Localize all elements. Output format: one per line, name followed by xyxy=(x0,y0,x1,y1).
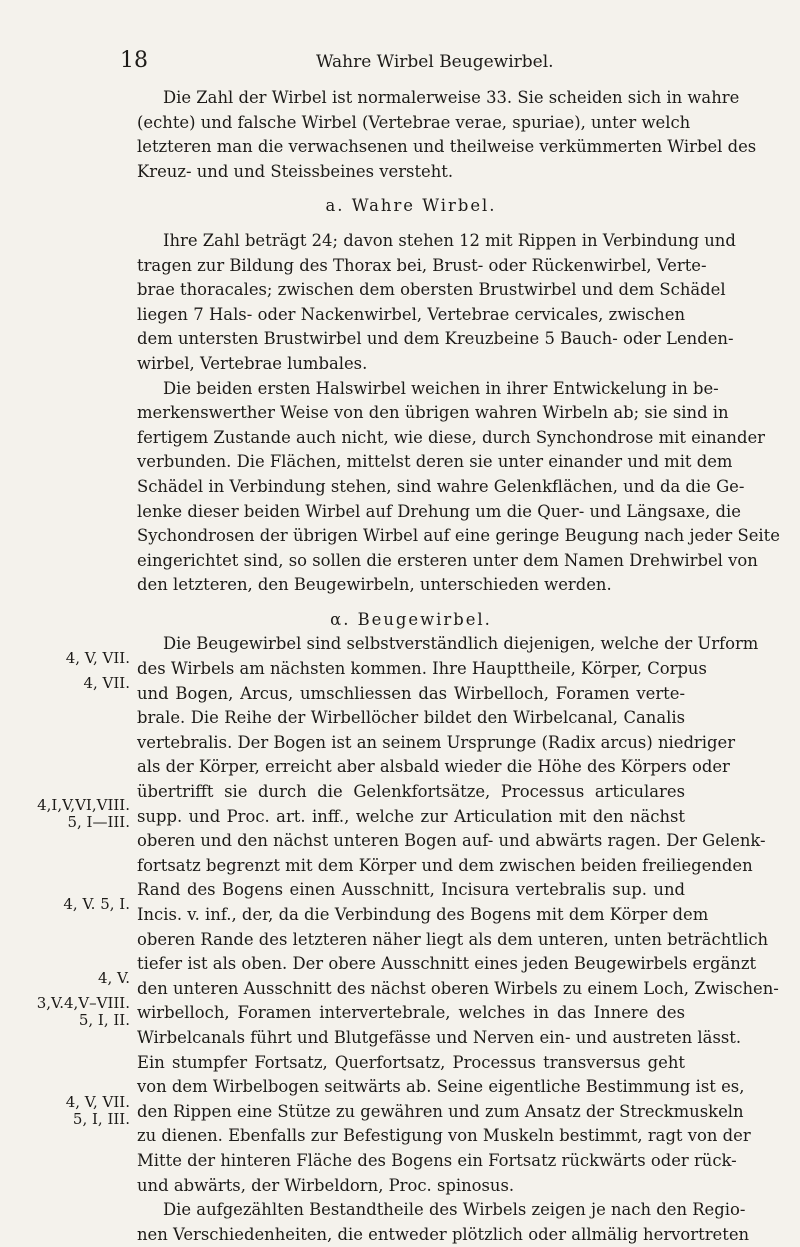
text-line: Ihre Zahl beträgt 24; davon stehen 12 mit Rippen in Verbindung und xyxy=(163,230,736,250)
text-line: übertrifft sie durch die Gelenkfortsätze, Processus articulares xyxy=(137,782,685,802)
text-line: den letzteren, den Beugewirbeln, unterschieden werden. xyxy=(137,575,612,595)
section-heading-wahre-wirbel: a. Wahre Wirbel. xyxy=(325,196,497,216)
text-line: (echte) und falsche Wirbel (Vertebrae verae, spuriae), unter welch xyxy=(137,112,691,132)
text-line: tragen zur Bildung des Thorax bei, Brust- oder Rückenwirbel, Verte- xyxy=(137,255,707,275)
margin-note: 3,V.4,V–VIII. 5, I, II. xyxy=(36,994,130,1029)
running-title: Wahre Wirbel Beugewirbel. xyxy=(316,52,554,72)
margin-note: 4, V. 5, I. xyxy=(63,895,130,913)
page-number: 18 xyxy=(120,48,148,73)
text-line: dem untersten Brustwirbel und dem Kreuzbeine 5 Bauch- oder Lenden- xyxy=(137,329,734,349)
text-line: fortsatz begrenzt mit dem Körper und dem zwischen beiden freiliegenden xyxy=(137,855,753,875)
running-head xyxy=(120,48,680,78)
text-line: Ein stumpfer Fortsatz, Querfortsatz, Processus transversus geht xyxy=(137,1052,685,1072)
text-line: brae thoracales; zwischen dem obersten Brustwirbel und dem Schädel xyxy=(137,280,726,300)
text-line: verbunden. Die Flächen, mittelst deren sie unter einander und mit dem xyxy=(137,452,733,472)
body-text xyxy=(137,86,780,1247)
text-line: des Wirbels am nächsten kommen. Ihre Haupttheile, Körper, Corpus xyxy=(137,659,707,679)
text-line: fertigem Zustande auch nicht, wie diese, durch Synchondrose mit einander xyxy=(137,427,765,447)
text-line: Rand des Bogens einen Ausschnitt, Incisura vertebralis sup. und xyxy=(137,880,685,900)
section-heading-beugewirbel: α. Beugewirbel. xyxy=(330,609,492,629)
text-line: den Rippen eine Stütze zu gewähren und zum Ansatz der Streckmuskeln xyxy=(137,1101,744,1121)
text-line: von dem Wirbelbogen seitwärts ab. Seine eigentliche Bestimmung ist es, xyxy=(137,1077,745,1097)
text-line: lenke dieser beiden Wirbel auf Drehung um die Quer- und Längsaxe, die xyxy=(137,501,741,521)
text-line: Die Zahl der Wirbel ist normalerweise 33. Sie scheiden sich in wahre xyxy=(163,88,740,107)
text-line: brale. Die Reihe der Wirbellöcher bildet den Wirbelcanal, Canalis xyxy=(137,708,685,728)
text-line: Die Beugewirbel sind selbstverständlich diejenigen, welche der Urform xyxy=(163,634,759,654)
text-line: vertebralis. Der Bogen ist an seinem Ursprunge (Radix arcus) niedriger xyxy=(137,732,736,752)
text-line: und Bogen, Arcus, umschliessen das Wirbelloch, Foramen verte- xyxy=(137,683,685,703)
margin-note: 4, V. xyxy=(97,969,130,987)
text-line: merkenswerther Weise von den übrigen wahren Wirbeln ab; sie sind in xyxy=(137,403,729,423)
text-line: Die beiden ersten Halswirbel weichen in ihrer Entwickelung in be- xyxy=(163,378,719,398)
text-line: den unteren Ausschnitt des nächst oberen Wirbels zu einem Loch, Zwischen- xyxy=(137,978,779,998)
margin-note: 4, V, VII. 5, I, III. xyxy=(65,1093,130,1128)
text-line: oberen und den nächst unteren Bogen auf- und abwärts ragen. Der Gelenk- xyxy=(137,831,766,851)
text-line: tiefer ist als oben. Der obere Ausschnitt eines jeden Beugewirbels ergänzt xyxy=(137,954,757,974)
text-line: oberen Rande des letzteren näher liegt als dem unteren, unten beträchtlich xyxy=(137,929,769,949)
margin-note: 4,I,V,VI,VIII. 5, I—III. xyxy=(37,796,130,831)
text-line: wirbelloch, Foramen intervertebrale, welches in das Innere des xyxy=(137,1003,685,1023)
text-line: Mitte der hinteren Fläche des Bogens ein Fortsatz rückwärts oder rück- xyxy=(137,1150,737,1170)
text-line: Wirbelcanals führt und Blutgefässe und Nerven ein- und austreten lässt. xyxy=(137,1027,742,1047)
text-line: liegen 7 Hals- oder Nackenwirbel, Vertebrae cervicales, zwischen xyxy=(137,304,685,324)
margin-note: 4, VII. xyxy=(83,674,130,692)
text-line: Kreuz- und und Steissbeines versteht. xyxy=(137,161,454,181)
text-line: eingerichtet sind, so sollen die ersteren unter dem Namen Drehwirbel von xyxy=(137,550,758,570)
text-line: Die aufgezählten Bestandtheile des Wirbels zeigen je nach den Regio- xyxy=(163,1200,746,1220)
text-line: wirbel, Vertebrae lumbales. xyxy=(137,353,368,373)
text-line: als der Körper, erreicht aber alsbald wieder die Höhe des Körpers oder xyxy=(137,757,730,777)
text-line: Incis. v. inf., der, da die Verbindung des Bogens mit dem Körper dem xyxy=(137,905,709,924)
text-line: zu dienen. Ebenfalls zur Befestigung von Muskeln bestimmt, ragt von der xyxy=(137,1126,751,1146)
margin-note: 4, V, VII. xyxy=(65,649,130,667)
text-line: nen Verschiedenheiten, die entweder plötzlich oder allmälig hervortreten xyxy=(137,1224,750,1244)
text-line: Sychondrosen der übrigen Wirbel auf eine geringe Beugung nach jeder Seite xyxy=(137,526,780,546)
text-line: Schädel in Verbindung stehen, sind wahre Gelenkflächen, und da die Ge- xyxy=(137,476,745,496)
text-line: und abwärts, der Wirbeldorn, Proc. spinosus. xyxy=(137,1175,515,1195)
text-line: letzteren man die verwachsenen und theilweise verkümmerten Wirbel des xyxy=(137,137,757,157)
text-line: supp. und Proc. art. inff., welche zur Articulation mit den nächst xyxy=(137,806,685,826)
